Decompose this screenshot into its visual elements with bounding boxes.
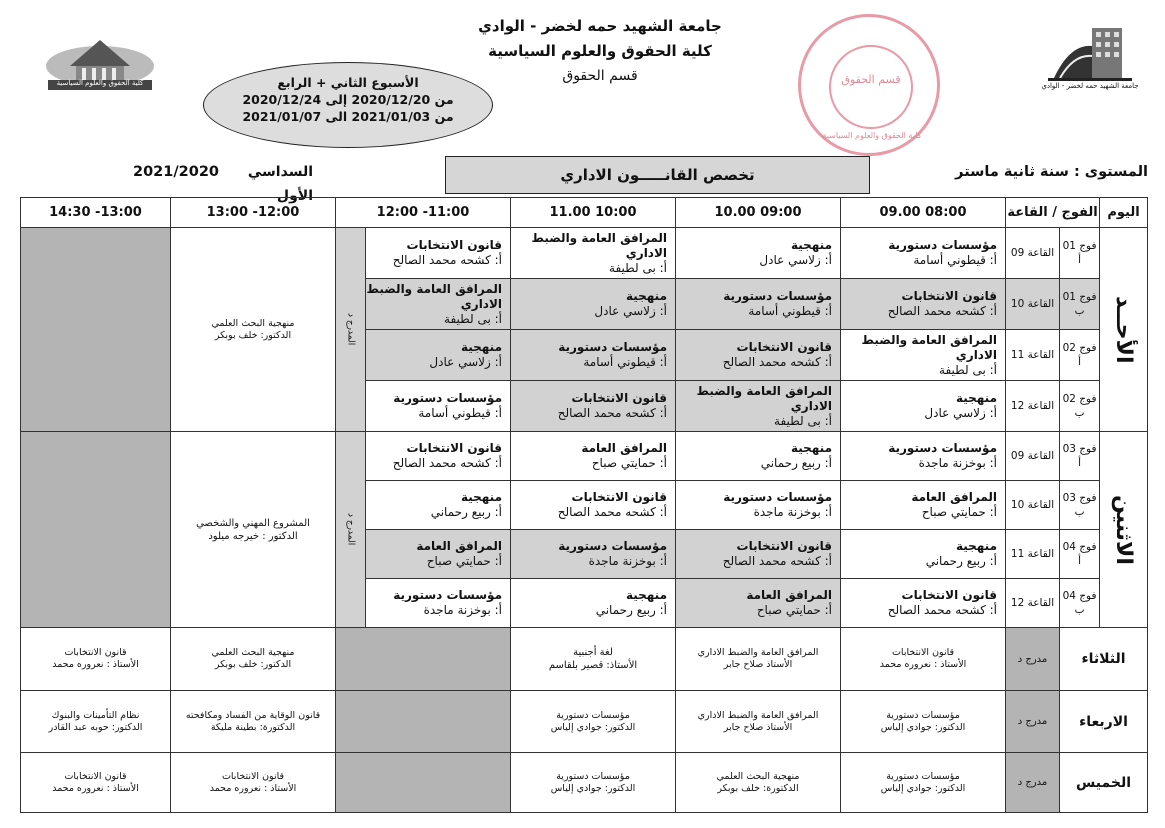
session-cell: المرافق العامة والضبط الاداري أ: بى لطيفة <box>841 330 1006 381</box>
amphi-label-cell: المدرج د <box>336 432 366 628</box>
session-cell: المرافق العامة والضبط الاداري أ: بى لطيفة <box>511 228 676 279</box>
hall-cell: مدرج د <box>1006 628 1060 691</box>
session-cell: قانون الانتخابات أ: كشحه محمد الصالح <box>366 228 511 279</box>
department-name: قسم الحقوق <box>562 68 638 84</box>
session-cell: مؤسسات دستورية الدكتور: جوادي إلياس <box>841 753 1006 813</box>
session-cell: مؤسسات دستورية أ: بوخزنة ماجدة <box>511 530 676 579</box>
tuesday-row <box>21 628 1148 691</box>
room-cell: القاعة 09 <box>1006 432 1060 481</box>
session-cell: منهجية أ: ربيع رحماني <box>676 432 841 481</box>
session-cell: قانون الانتخابات أ: كشحه محمد الصالح <box>841 579 1006 628</box>
session-cell: قانون الانتخابات أ: كشحه محمد الصالح <box>511 481 676 530</box>
session-cell: المرافق العامة والضبط الاداري الأستاذ صلاح جابر <box>676 691 841 753</box>
session-cell: مؤسسات دستورية أ: بوخزنة ماجدة <box>366 579 511 628</box>
room-cell: القاعة 12 <box>1006 579 1060 628</box>
empty-slot <box>336 691 511 753</box>
group-cell: فوج 01 أ <box>1060 228 1100 279</box>
session-cell: قانون الانتخابات الأستاذ : نعروره محمد <box>21 753 171 813</box>
header-time-6: 13:00- 14:30 <box>21 198 171 228</box>
session-cell: قانون الانتخابات أ: كشحه محمد الصالح <box>841 279 1006 330</box>
group-cell: فوج 03 ب <box>1060 481 1100 530</box>
session-cell: مؤسسات دستورية أ: قيطوني أسامة <box>366 381 511 432</box>
faculty-logo-text: كلية الحقوق والعلوم السياسية <box>56 79 144 87</box>
group-cell: فوج 01 ب <box>1060 279 1100 330</box>
session-cell: منهجية أ: زلاسي عادل <box>841 381 1006 432</box>
empty-slot <box>21 228 171 432</box>
header-time-3: 10:00 11.00 <box>511 198 676 228</box>
thursday-row <box>21 753 1148 813</box>
session-cell: نظام التأمينات والبنوك الدكتور: حوبه عبد القادر <box>21 691 171 753</box>
hall-cell: مدرج د <box>1006 691 1060 753</box>
session-cell: منهجية أ: زلاسي عادل <box>366 330 511 381</box>
empty-slot <box>336 753 511 813</box>
monday-row-1 <box>21 432 1148 481</box>
session-cell: قانون الانتخابات أ: كشحه محمد الصالح <box>676 330 841 381</box>
header-time-1: 08:00 09.00 <box>841 198 1006 228</box>
session-cell: مؤسسات دستورية أ: قيطوني أسامة <box>841 228 1006 279</box>
room-cell: القاعة 09 <box>1006 228 1060 279</box>
stamp-inner: قسم الحقوق <box>829 45 913 129</box>
session-cell: مؤسسات دستورية الدكتور: جوادي إلياس <box>511 691 676 753</box>
day-thursday: الخميس <box>1060 753 1148 813</box>
room-cell: القاعة 10 <box>1006 481 1060 530</box>
weeks-range-2: من 2021/01/03 الى 2021/01/07 <box>242 109 454 124</box>
amphi-label-cell: المدرج د <box>336 228 366 432</box>
sunday-row-1 <box>21 228 1148 279</box>
specialty-box: تخصص القانـــــون الاداري <box>445 156 870 194</box>
session-cell: قانون الانتخابات أ: كشحه محمد الصالح <box>511 381 676 432</box>
header-time-5: 12:00- 13:00 <box>171 198 336 228</box>
room-cell: القاعة 11 <box>1006 330 1060 381</box>
group-cell: فوج 03 أ <box>1060 432 1100 481</box>
day-sunday: الأحــد <box>1100 228 1148 432</box>
hall-cell: مدرج د <box>1006 753 1060 813</box>
faculty-logo <box>42 26 158 98</box>
header-day: اليوم <box>1100 198 1148 228</box>
session-cell: منهجية أ: زلاسي عادل <box>511 279 676 330</box>
session-cell: المرافق العامة أ: حمايتي صباح <box>841 481 1006 530</box>
session-cell: قانون الانتخابات أ: كشحه محمد الصالح <box>366 432 511 481</box>
faculty-name: كلية الحقوق والعلوم السياسية <box>488 42 712 60</box>
room-cell: القاعة 11 <box>1006 530 1060 579</box>
weeks-ellipse <box>203 62 493 148</box>
session-cell: مؤسسات دستورية أ: بوخزنة ماجدة <box>841 432 1006 481</box>
day-wednesday: الاربعاء <box>1060 691 1148 753</box>
session-cell: المرافق العامة أ: حمايتي صباح <box>511 432 676 481</box>
university-logo <box>1040 24 1140 100</box>
room-cell: القاعة 12 <box>1006 381 1060 432</box>
session-cell: منهجية أ: ربيع رحماني <box>841 530 1006 579</box>
day-tuesday: الثلاثاء <box>1060 628 1148 691</box>
group-cell: فوج 02 أ <box>1060 330 1100 381</box>
session-cell: منهجية أ: ربيع رحماني <box>511 579 676 628</box>
session-cell: مؤسسات دستورية أ: قيطوني أسامة <box>676 279 841 330</box>
weeks-range-1: من 2020/12/20 إلى 2020/12/24 <box>242 92 454 107</box>
session-cell: مؤسسات دستورية الدكتور: جوادي إلياس <box>841 691 1006 753</box>
session-cell: قانون الانتخابات الأستاذ : نعروره محمد <box>841 628 1006 691</box>
session-cell: لغة أجنبية الأستاذ: قصير بلقاسم <box>511 628 676 691</box>
wednesday-row <box>21 691 1148 753</box>
university-name: جامعة الشهيد حمه لخضر - الوادي <box>478 17 722 35</box>
session-cell: منهجية أ: زلاسي عادل <box>676 228 841 279</box>
group-cell: فوج 04 ب <box>1060 579 1100 628</box>
day-monday: الاثنين <box>1100 432 1148 628</box>
lecture-cell: منهجية البحث العلمي الدكتور: خلف بوبكر <box>171 228 336 432</box>
session-cell: المرافق العامة أ: حمايتي صباح <box>366 530 511 579</box>
header-row <box>21 198 1148 228</box>
stamp-outer-text: كلية الحقوق والعلوم السياسية <box>822 131 922 140</box>
header-time-4: 11:00- 12:00 <box>336 198 511 228</box>
session-cell: قانون الانتخابات أ: كشحه محمد الصالح <box>676 530 841 579</box>
header-group-room: الفوج / القاعة <box>1006 198 1100 228</box>
group-cell: فوج 02 ب <box>1060 381 1100 432</box>
session-cell: قانون الوقاية من الفساد ومكافحته الدكتورة: بطينة مليكة <box>171 691 336 753</box>
empty-slot <box>336 628 511 691</box>
session-cell: مؤسسات دستورية الدكتور: جوادي إلياس <box>511 753 676 813</box>
session-cell: منهجية البحث العلمي الدكتورة: خلف بوبكر <box>676 753 841 813</box>
session-cell: مؤسسات دستورية أ: بوخزنة ماجدة <box>676 481 841 530</box>
session-cell: المرافق العامة والضبط الاداري أ: بى لطيفة <box>366 279 511 330</box>
session-cell: منهجية أ: ربيع رحماني <box>366 481 511 530</box>
room-cell: القاعة 10 <box>1006 279 1060 330</box>
session-cell: المرافق العامة والضبط الاداري الأستاذ صلاح جابر <box>676 628 841 691</box>
group-cell: فوج 04 أ <box>1060 530 1100 579</box>
university-logo-text: جامعة الشهيد حمه لخضر - الوادي <box>1041 82 1139 90</box>
session-cell: المرافق العامة والضبط الاداري أ: بى لطيفة <box>676 381 841 432</box>
timetable <box>20 197 1148 813</box>
empty-slot <box>21 432 171 628</box>
weeks-title: الأسبوع الثاني + الرابع <box>277 75 419 90</box>
academic-year: 2021/2020 <box>132 164 219 180</box>
session-cell: منهجية البحث العلمي الدكتور: خلف بوبكر <box>171 628 336 691</box>
session-cell: مؤسسات دستورية أ: قيطوني أسامة <box>511 330 676 381</box>
session-cell: المرافق العامة أ: حمايتي صباح <box>676 579 841 628</box>
lecture-cell: المشروع المهني والشخصي الدكتور : خيرجه ميلود <box>171 432 336 628</box>
session-cell: قانون الانتخابات الأستاذ : نعروره محمد <box>171 753 336 813</box>
level-label: المستوى : سنة ثانية ماستر <box>955 164 1148 180</box>
session-cell: قانون الانتخابات الأستاذ : نعروره محمد <box>21 628 171 691</box>
header-time-2: 09:00 10.00 <box>676 198 841 228</box>
semester-label: السداسي الأول <box>247 164 313 204</box>
department-stamp <box>798 14 940 156</box>
